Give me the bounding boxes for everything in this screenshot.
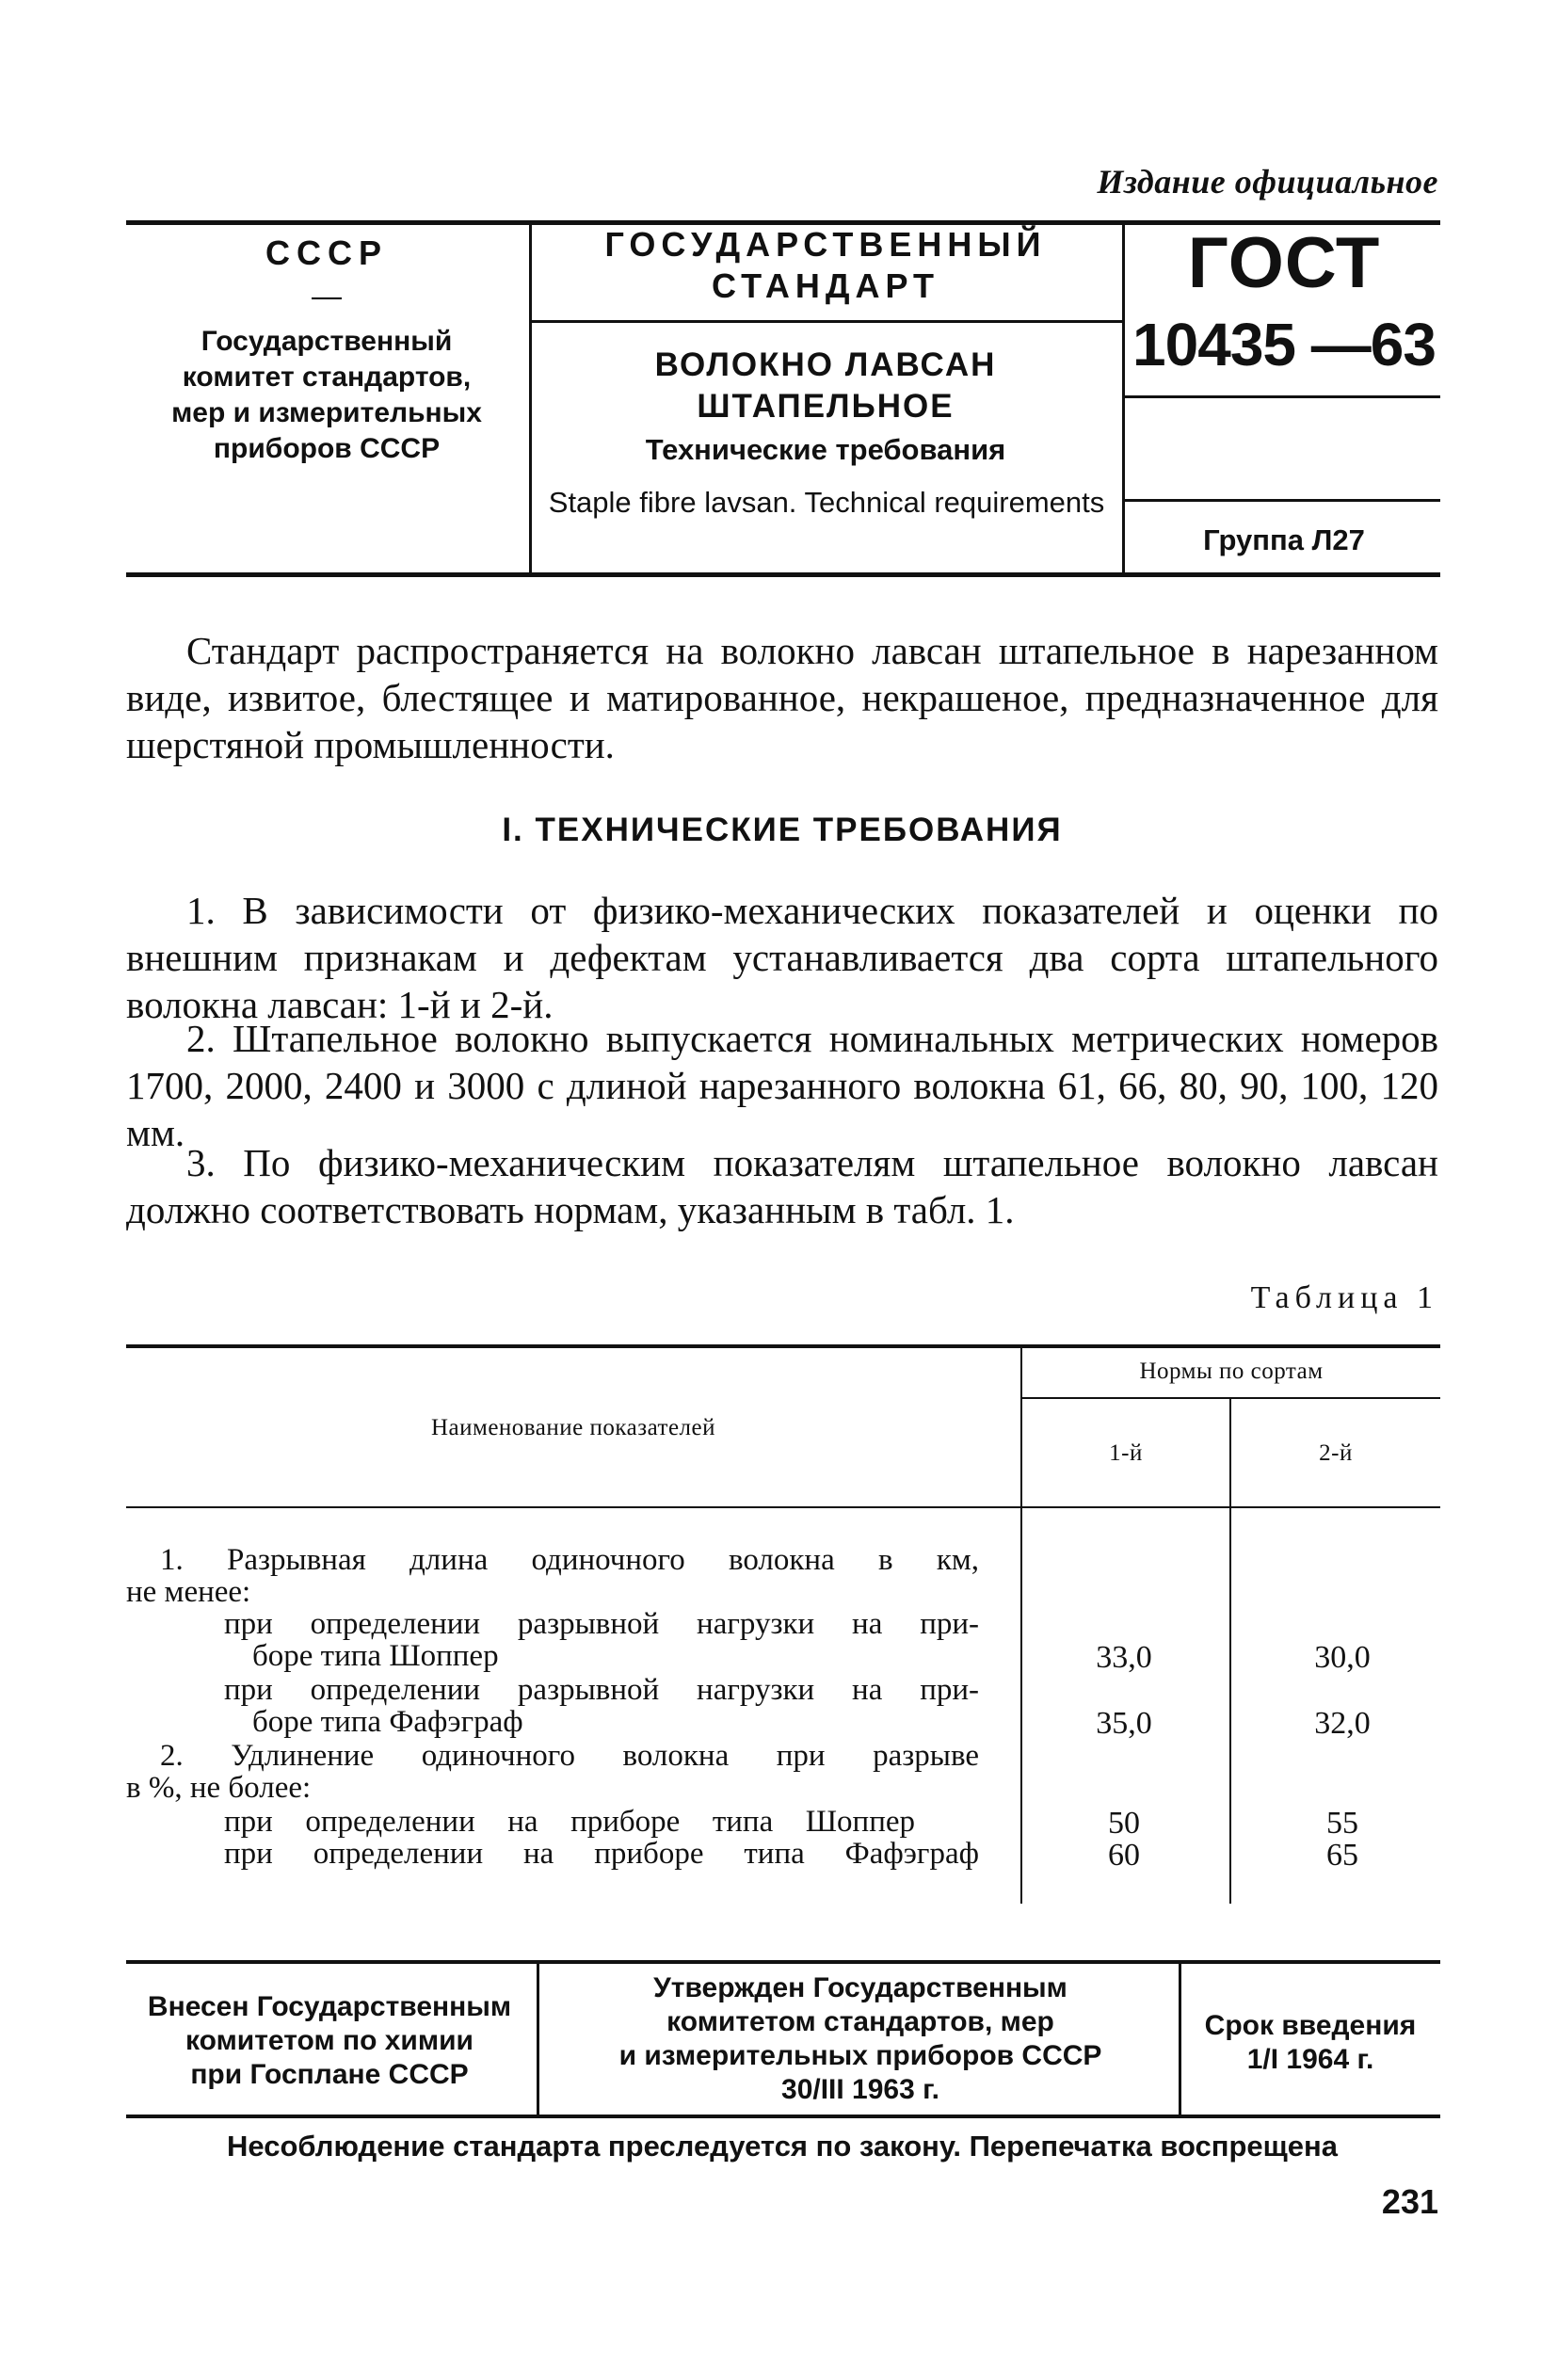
standard-type-line-2: СТАНДАРТ	[712, 266, 939, 305]
committee-line-4: приборов СССР	[213, 433, 441, 464]
header-divider-left	[529, 220, 532, 576]
section-title: I. ТЕХНИЧЕСКИЕ ТРЕБОВАНИЯ	[502, 812, 1063, 848]
clause-2: 2. Штапельное волокно выпускается номинальных метрических номеров 1700, 2000, 2400 и 3000 с длиной нарезанного волокна 61, 66, 80, 90, 100, 120 мм.	[126, 1017, 1438, 1154]
introduced-by	[128, 1990, 531, 2092]
introduced-line-3: при Госплане СССР	[190, 2059, 469, 2090]
page-number: 231	[1381, 2182, 1438, 2221]
group-code: Группа Л27	[1203, 523, 1365, 556]
table-row: 1. Разрывная длина одиночного волокна в км,	[160, 1543, 979, 1577]
table-row: боре типа Фафэграф	[252, 1705, 523, 1739]
table-header-bottom-rule	[126, 1506, 1440, 1508]
column-header-norms: Нормы по сортам	[1139, 1359, 1324, 1384]
clause-3: 3. По физико-механическим показателям штапельное волокно лавсан должно соответствовать нормам, указанным в табл. 1.	[126, 1141, 1438, 1231]
table-row: в %, не более:	[126, 1771, 312, 1805]
table-cell-grade-1: 33,0	[1096, 1640, 1152, 1675]
table-cell-grade-2: 55	[1326, 1806, 1358, 1841]
clause-1: 1. В зависимости от физико-механических показателей и оценки по внешним признакам и дефектам устанавливается два сорта штапельного волокна лавсан: 1-й и 2-й.	[126, 889, 1438, 1026]
column-header-grade-2: 2-й	[1319, 1440, 1353, 1466]
standard-title-line-1: ВОЛОКНО ЛАВСАН	[654, 346, 997, 383]
header-divider-right	[1122, 220, 1125, 576]
effective-line-1: Срок введения	[1204, 2010, 1417, 2041]
copyright-notice: Несоблюдение стандарта преследуется по закону. Перепечатка воспрещена	[226, 2130, 1339, 2163]
effective-date	[1182, 2009, 1438, 2077]
table-row: 2. Удлинение одиночного волокна при разрыве	[160, 1739, 979, 1773]
intro-paragraph: Стандарт распространяется на волокно лавсан штапельное в нарезанном виде, извитое, блестящее и матированное, некрашеное, предназначенное для шерстяной промышленности.	[126, 629, 1438, 766]
committee-line-1: Государственный	[201, 326, 453, 357]
edition-label: Издание официальное	[1097, 163, 1438, 201]
table-col-divider-2	[1229, 1399, 1231, 1904]
country-label: СССР	[265, 233, 388, 272]
table-cell-grade-2: 30,0	[1314, 1640, 1371, 1675]
standard-title-line-2: ШТАПЕЛЬНОЕ	[697, 388, 955, 425]
header-right-hrule-1	[1125, 395, 1440, 398]
table-row: при определении на приборе типа Шоппер	[224, 1805, 915, 1839]
approved-line-4: 30/III 1963 г.	[781, 2074, 939, 2105]
standard-type	[533, 224, 1118, 307]
table-row: боре типа Шоппер	[252, 1639, 499, 1673]
gost-number: 10435 —63	[1132, 311, 1436, 378]
footer-bottom-rule	[126, 2115, 1440, 2118]
standard-english-title: Staple fibre lavsan. Technical requirements	[548, 486, 1105, 519]
approved-line-3: и измерительных приборов СССР	[618, 2040, 1102, 2071]
table-cell-grade-1: 35,0	[1096, 1706, 1152, 1741]
table-cell-grade-1: 60	[1108, 1838, 1140, 1873]
table-row: при определении на приборе типа Фафэграф	[224, 1837, 979, 1871]
header-mid-hrule	[532, 320, 1122, 323]
approved-line-1: Утвержден Государственным	[653, 1972, 1067, 2003]
column-header-grade-1: 1-й	[1109, 1440, 1143, 1466]
table-cell-grade-2: 32,0	[1314, 1706, 1371, 1741]
committee-line-3: мер и измерительных	[171, 397, 482, 428]
table-row: при определении разрывной нагрузки на при-	[224, 1607, 979, 1641]
gost-label: ГОСТ	[1187, 223, 1381, 303]
effective-line-2: 1/I 1964 г.	[1246, 2044, 1374, 2075]
table-row: при определении разрывной нагрузки на при-	[224, 1673, 979, 1707]
table-row: не менее:	[126, 1575, 251, 1609]
introduced-line-2: комитетом по химии	[185, 2025, 474, 2056]
standard-subtitle: Технические требования	[645, 433, 1006, 466]
header-right-hrule-2	[1125, 499, 1440, 502]
header-bottom-rule	[126, 572, 1440, 577]
country-dash: —	[312, 279, 342, 313]
approved-line-2: комитетом стандартов, мер	[666, 2006, 1054, 2037]
table-cell-grade-1: 50	[1108, 1806, 1140, 1841]
footer-divider-left	[537, 1964, 539, 2115]
table-label: Таблица 1	[1250, 1280, 1438, 1315]
table-top-rule	[126, 1344, 1440, 1348]
footer-divider-right	[1179, 1964, 1181, 2115]
committee-line-2: комитет стандартов,	[182, 362, 472, 393]
table-col-divider-1	[1020, 1348, 1022, 1904]
column-header-name: Наименование показателей	[430, 1415, 716, 1440]
header-issuer	[128, 233, 525, 467]
standard-title	[533, 345, 1118, 427]
footer-top-rule	[126, 1960, 1440, 1964]
introduced-line-1: Внесен Государственным	[147, 1991, 512, 2022]
table-cell-grade-2: 65	[1326, 1838, 1358, 1873]
standard-type-line-1: ГОСУДАРСТВЕННЫЙ	[604, 225, 1047, 264]
approved-by	[546, 1971, 1175, 2107]
